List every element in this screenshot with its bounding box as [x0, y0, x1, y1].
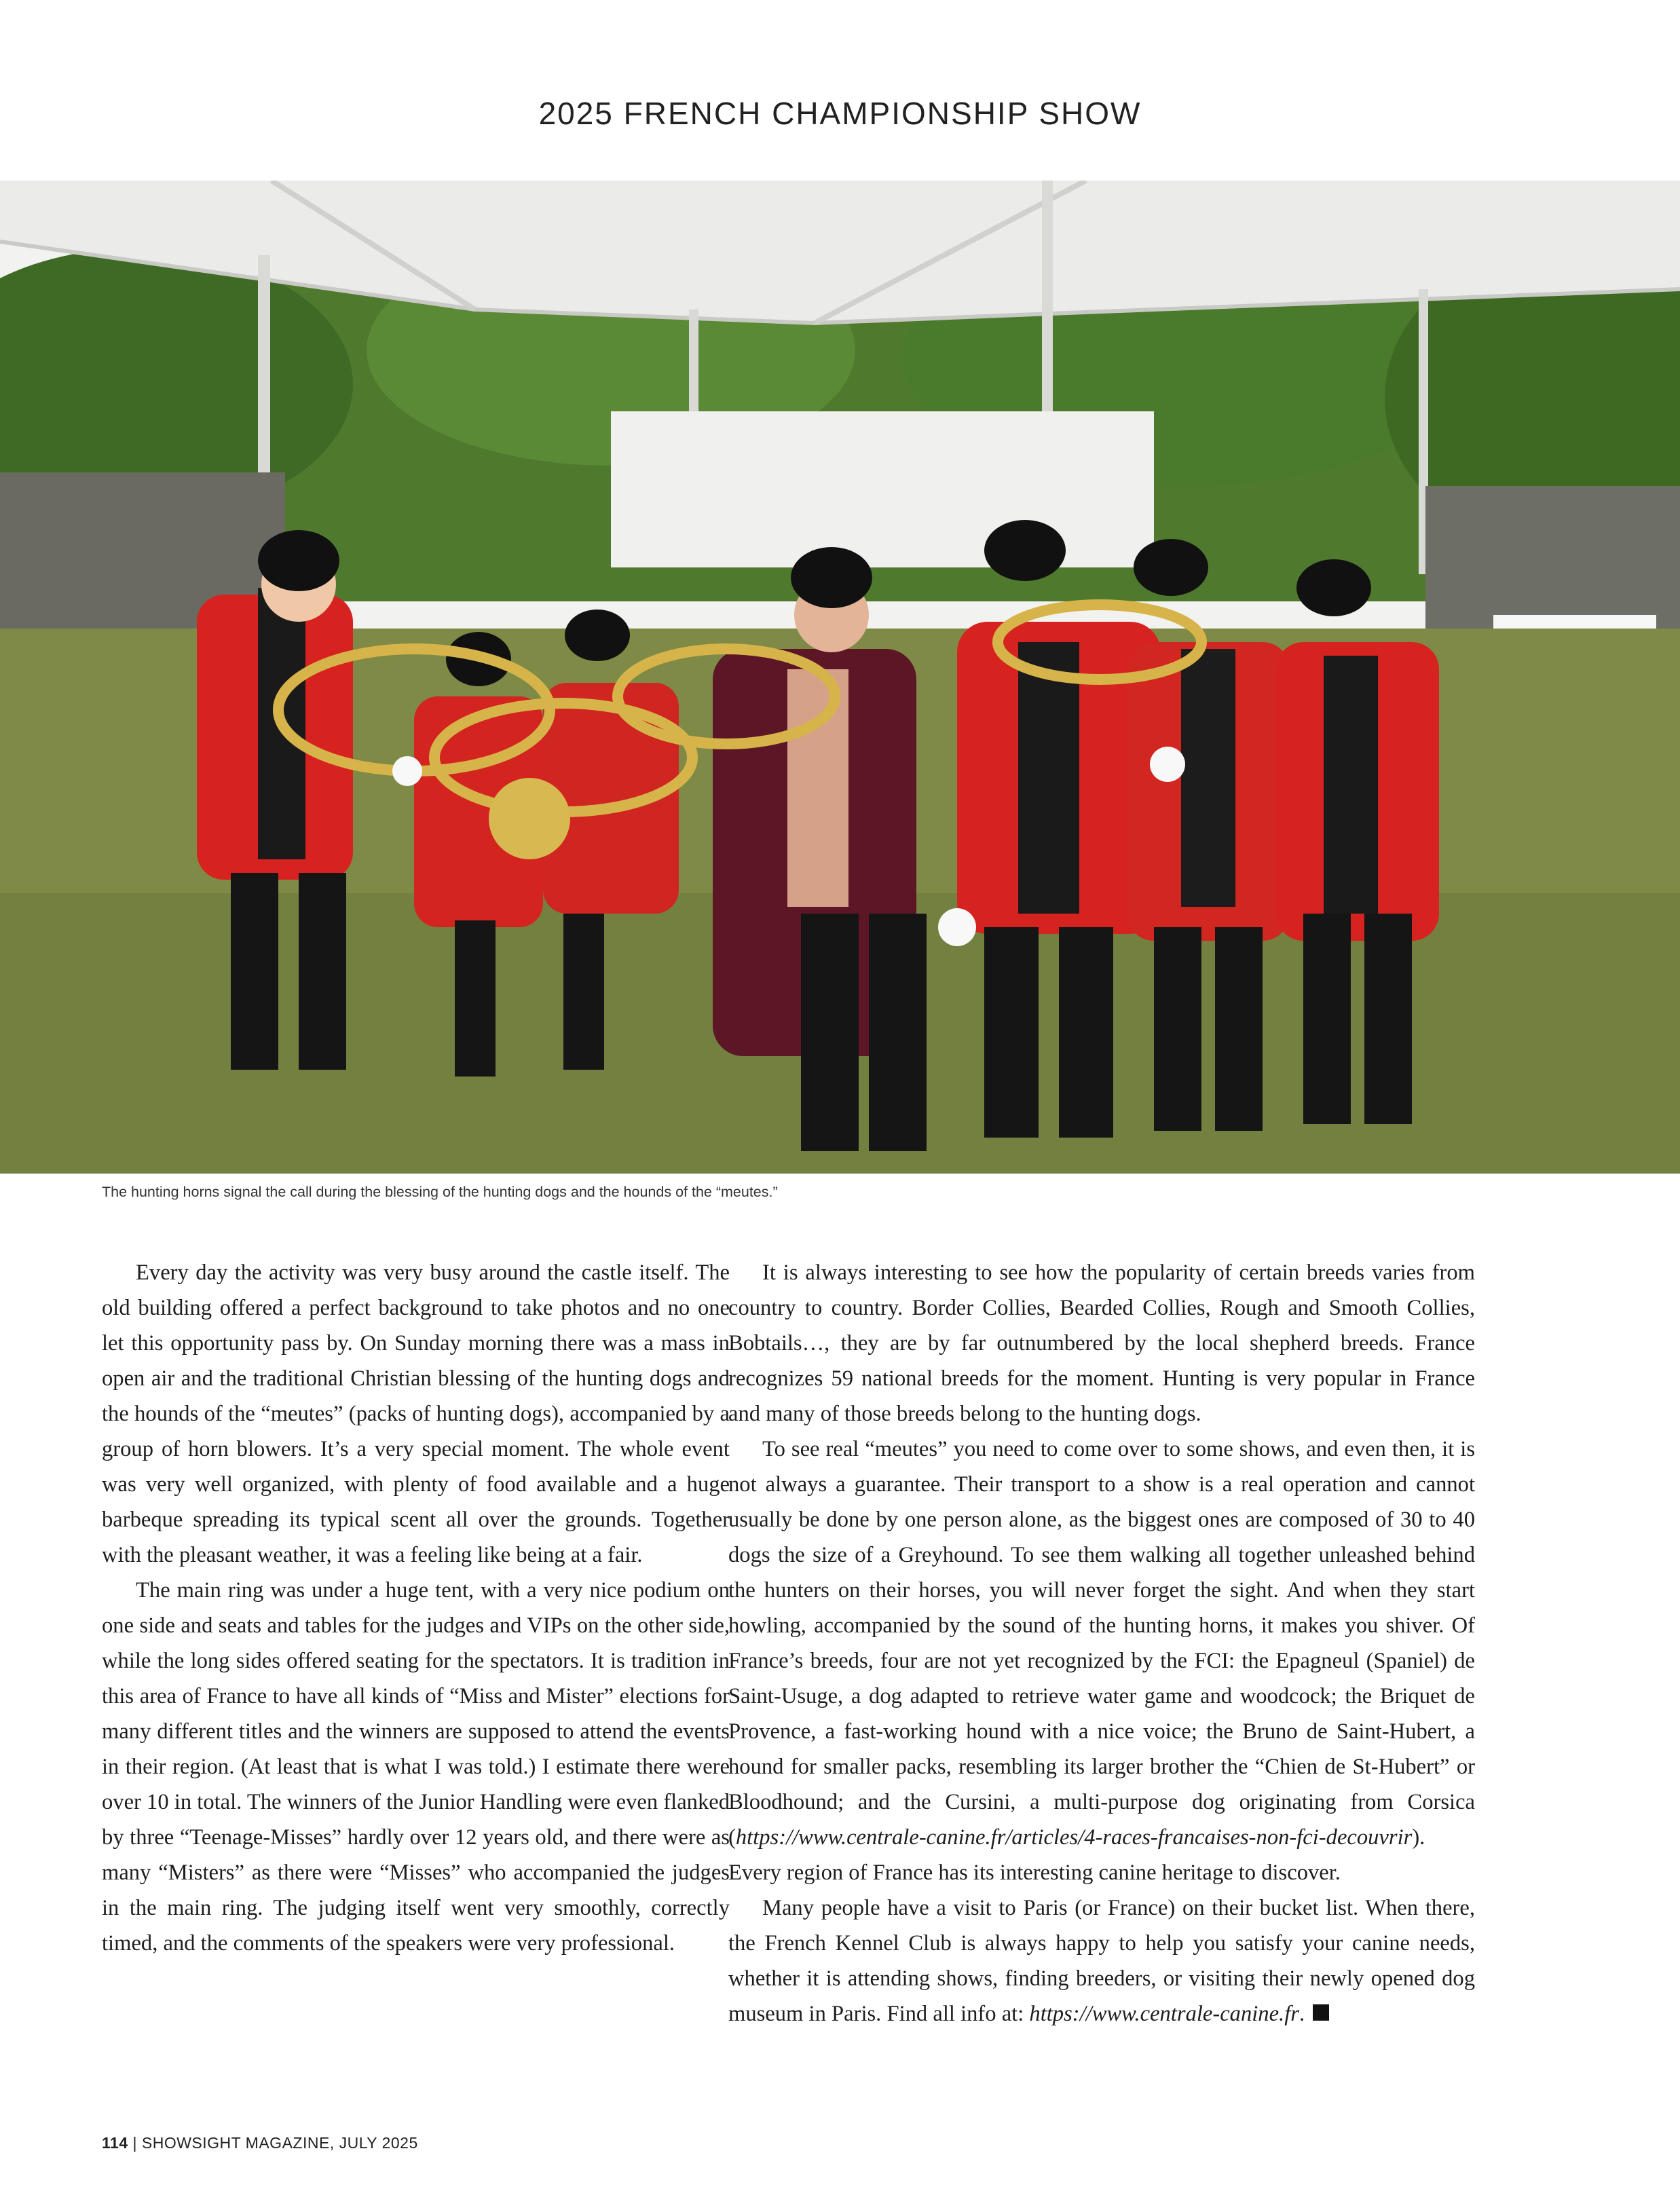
article-paragraph: The main ring was under a huge tent, with a very nice podium on one side and seats and tables for the judges and VIPs on the other side, while the long sides offered seating for the spectators. It is tradition in this area of France to have all kinds of “Miss and Mister” elections for many different titles and the winners are supposed to attend the events in their region. (At least that is what I was told.) I estimate there were over 10 in total. The winners of the Junior Handling were even flanked by three “Teenage-Misses” hardly over 12 years old, and there were as many “Misters” as there were “Misses” who accompanied the judges in the main ring. The judging itself went very smoothly, correctly timed, and the comments of the speakers were very professional. [102, 1578, 730, 1956]
article-column-left [102, 1255, 730, 1961]
article-paragraph: Every day the activity was very busy around the castle itself. The old building offered a perfect background to take photos and no one let this opportunity pass by. On Sunday morning there was a mass in open air and the traditional Christian blessing of the hunting dogs and the hounds of the “meutes” (packs of hunting dogs), accompanied by a group of horn blowers. It’s a very special moment. The whole event was very well organized, with plenty of food available and a huge barbeque spreading its typical scent all over the grounds. Together with the pleasant weather, it was a feeling like being at a fair. [102, 1260, 730, 1567]
article-paragraph [728, 1432, 1475, 1890]
article-paragraph [728, 1890, 1475, 2032]
article-paragraph: It is always interesting to see how the popularity of certain breeds varies from country to country. Border Collies, Bearded Collies, Rough and Smooth Collies, Bobtails…, they are by far outnumbered by the local shepherd breeds. France recognizes 59 national breeds for the moment. Hunting is very popular in France and many of those breeds belong to the hunting dogs. [728, 1260, 1475, 1426]
page-footer [102, 2134, 418, 2152]
page-header-title: 2025 FRENCH CHAMPIONSHIP SHOW [538, 96, 1142, 131]
publication-name: SHOWSIGHT MAGAZINE, JULY 2025 [141, 2134, 418, 2152]
paragraph-text: ). Every region of France has its interesting canine heritage to discover. [728, 1825, 1425, 1885]
paragraph-text: To see real “meutes” you need to come over to some shows, and even then, it is not always a guarantee. Their transport to a show is a real operation and cannot usually be done by one person alone, as the biggest ones are composed of 30 to 40 dogs the size of a Greyhound. To see them walking all together unleashed behind the hunters on their horses, you will never forget the sight. And when they start howling, accompanied by the sound of the hunting horns, it makes you shiver. Of France’s breeds, four are not yet recognized by the FCI: the Epagneul (Spaniel) de Saint-Usuge, a dog adapted to retrieve water game and woodcock; the Briquet de Provence, a fast-working hound with a nice voice; the Bruno de Saint-Hubert, a hound for smaller packs, resembling its larger brother the “Chien de St-Hubert” or Bloodhound; and the Cursini, a multi-purpose dog originating from Corsica ( [728, 1437, 1475, 1850]
article-column-right [728, 1255, 1475, 2032]
hunting-horns-photo [0, 181, 1680, 1174]
end-of-article-mark [1313, 2004, 1329, 2021]
photo-caption: The hunting horns signal the call during the blessing of the hunting dogs and the hounds of the “meutes.” [102, 1184, 778, 1200]
footer-separator: | [132, 2134, 137, 2152]
article-link[interactable]: https://www.centrale-canine.fr [1029, 2002, 1299, 2026]
page-number: 114 [102, 2134, 128, 2152]
paragraph-text: . [1299, 2002, 1305, 2026]
paragraph-text: Many people have a visit to Paris (or France) on their bucket list. When there, the French Kennel Club is always happy to help you satisfy your canine needs, whether it is attending shows, finding breeders, or visiting their newly opened dog museum in Paris. Find all info at: [728, 1896, 1475, 2026]
article-link[interactable]: https://www.centrale-canine.fr/articles/4-races-francaises-non-fci-decouvrir [735, 1825, 1413, 1850]
